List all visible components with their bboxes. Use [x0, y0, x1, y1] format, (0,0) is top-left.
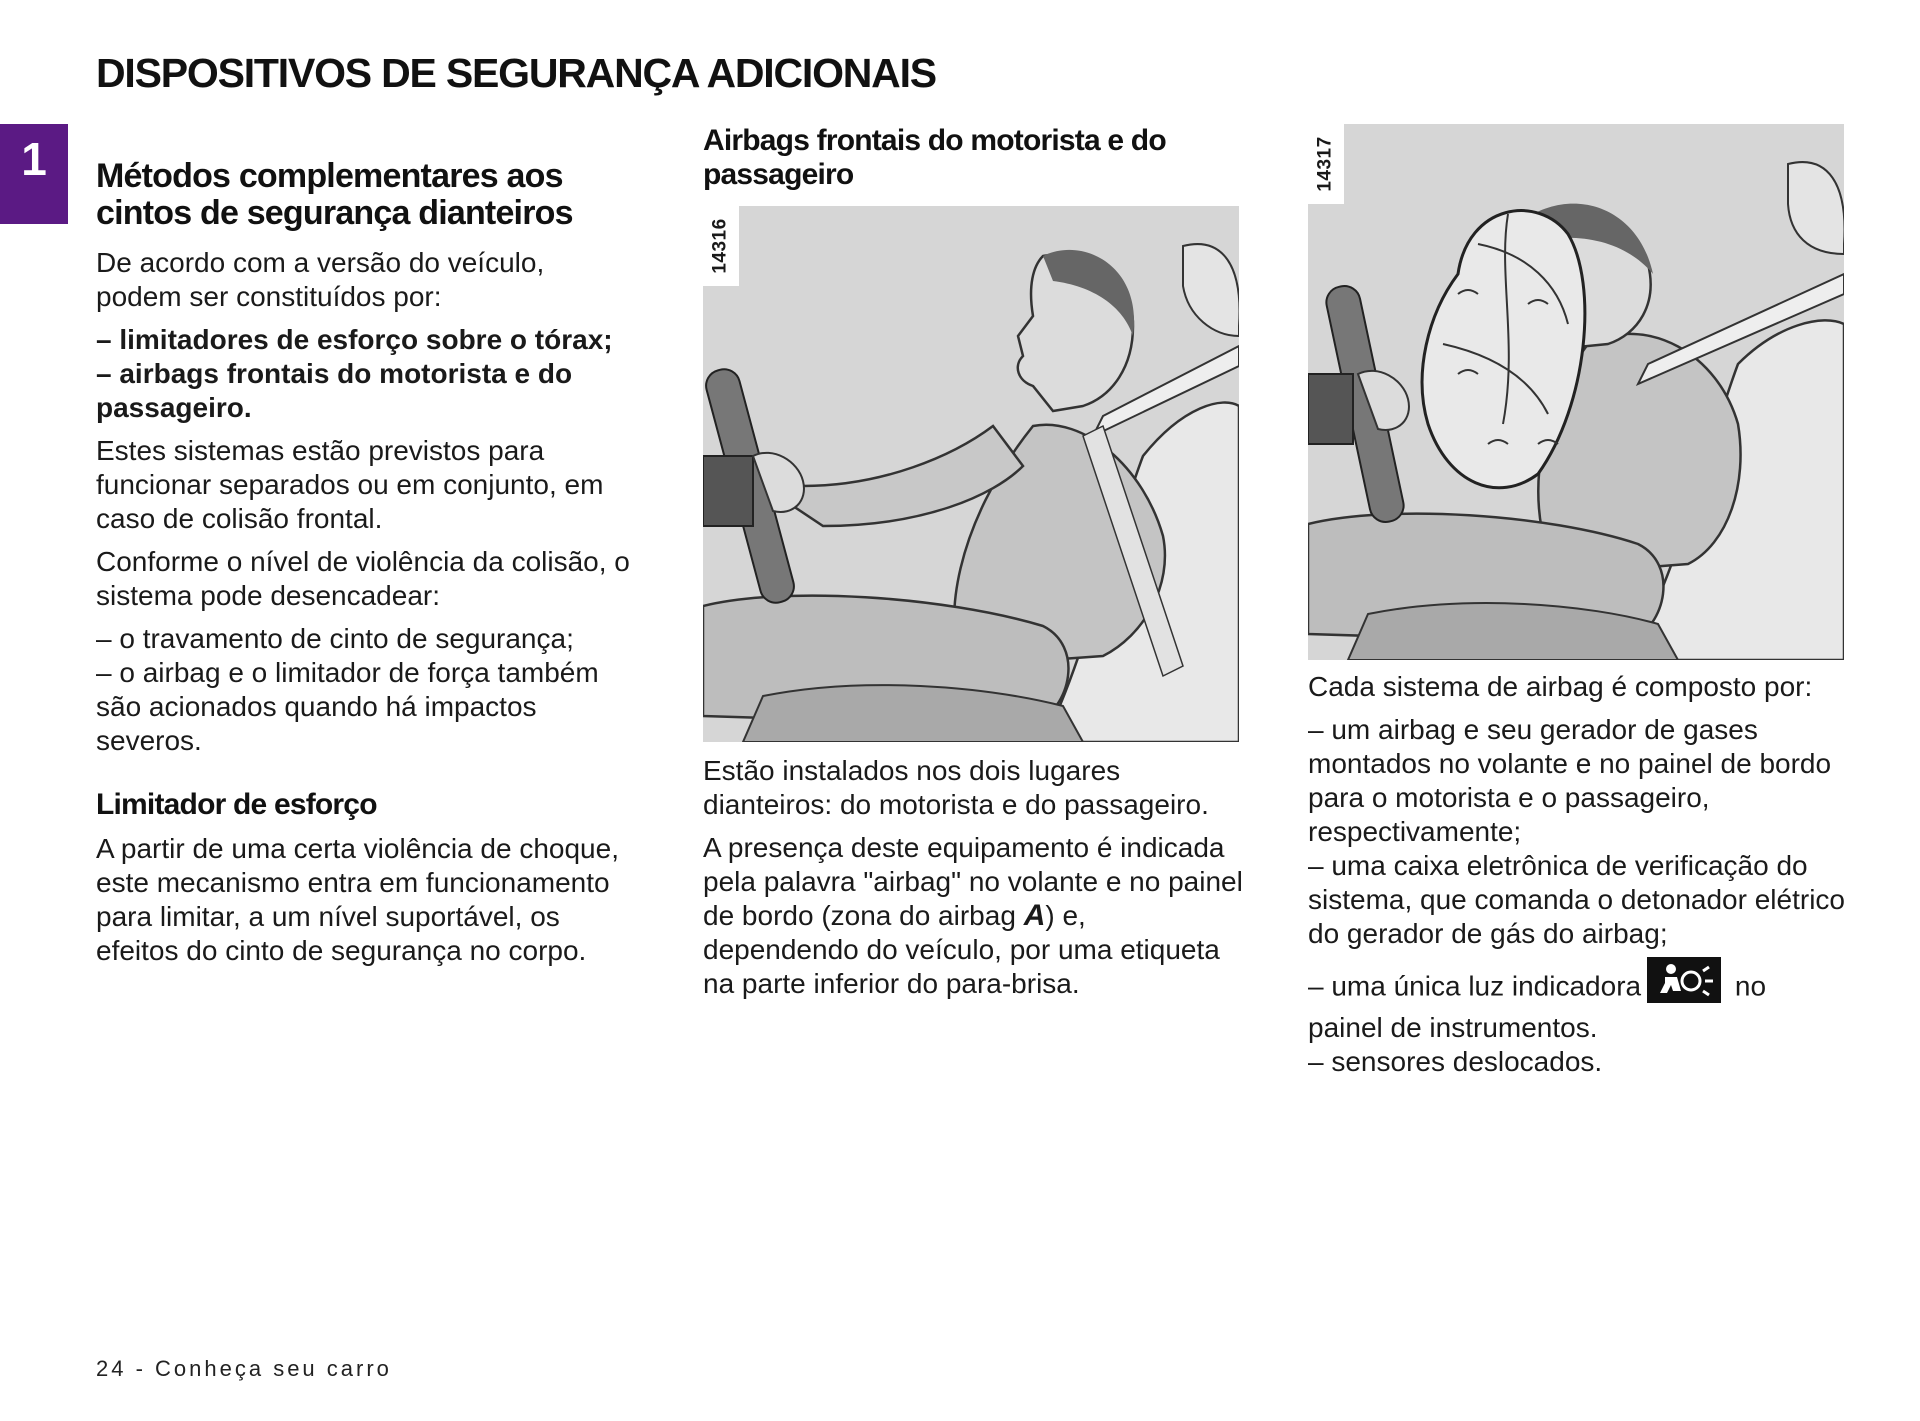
list-item: – uma caixa eletrônica de verificação do sistema, que comanda o detonador elétrico do gerador de gás do airbag;: [1308, 850, 1845, 949]
figure-number-label: 14317: [1308, 124, 1344, 204]
list-item: – airbags frontais do motorista e do passageiro.: [96, 358, 573, 423]
page-title: DISPOSITIVOS DE SEGURANÇA ADICIONAIS: [96, 50, 936, 96]
figure-airbag-deployed: [1308, 124, 1844, 660]
page-footer: 24 - Conheça seu carro: [96, 1356, 392, 1381]
zone-letter: A: [1023, 899, 1046, 932]
column-right: [1308, 124, 1848, 1088]
paragraph: Conforme o nível de violência da colisão, o sistema pode desencadear:: [96, 546, 630, 611]
paragraph: Cada sistema de airbag é composto por:: [1308, 671, 1813, 702]
figure-number-label: 14316: [703, 206, 739, 286]
chapter-number: 1: [21, 133, 47, 185]
column-middle: [703, 124, 1243, 1010]
figure-driver-seated: [703, 206, 1239, 742]
sub-heading-limiter: Limitador de esforço: [96, 788, 377, 821]
column-left: [96, 158, 636, 977]
list-item: – o travamento de cinto de segurança;: [96, 623, 574, 654]
list-item: – limitadores de esforço sobre o tórax;: [96, 324, 613, 355]
paragraph: Estes sistemas estão previstos para funcionar separados ou em conjunto, em caso de colisão frontal.: [96, 435, 604, 534]
list-item: – um airbag e seu gerador de gases montados no volante e no painel de bordo para o motorista e o passageiro, respectivamente;: [1308, 714, 1832, 847]
airbag-deployed-illustration: [1308, 124, 1844, 660]
paragraph: A presença deste equipamento é indicada pela palavra "airbag" no volante e no painel de bordo (zona do airbag A) e, dependendo do veículo, por uma etiqueta na parte inferior do para-brisa.: [703, 832, 1243, 999]
list-item: – o airbag e o limitador de força também são acionados quando há impactos severos.: [96, 657, 599, 756]
list-item: – uma única luz indicadora no painel de instrumentos.: [1308, 965, 1848, 1045]
paragraph: Estão instalados nos dois lugares dianteiros: do motorista e do passageiro.: [703, 755, 1209, 820]
paragraph: A partir de uma certa violência de choque, este mecanismo entra em funcionamento para limitar, a um nível suportável, os efeitos do cinto de segurança no corpo.: [96, 833, 619, 966]
list-item: – sensores deslocados.: [1308, 1046, 1603, 1077]
airbag-warning-icon: [1647, 957, 1721, 1003]
section-heading-methods: Métodos complementares aos cintos de segurança dianteiros: [96, 157, 573, 232]
section-heading-airbags: Airbags frontais do motorista e do passageiro: [703, 124, 1166, 191]
chapter-tab: [0, 124, 68, 224]
driver-illustration: [703, 206, 1239, 742]
intro-text: De acordo com a versão do veículo, podem ser constituídos por:: [96, 247, 545, 312]
